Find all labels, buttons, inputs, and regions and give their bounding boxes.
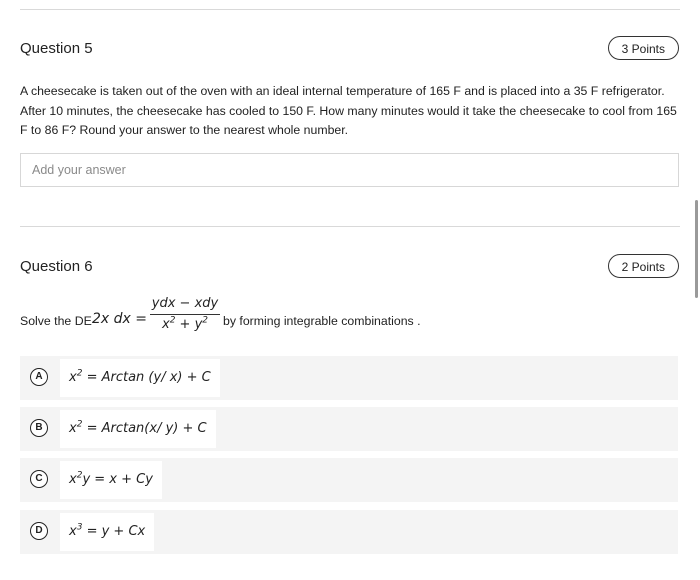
option-c-expression: $x^2y = x + Cy$ <box>60 461 162 499</box>
stem-fraction <box>150 296 220 333</box>
section-divider <box>20 226 680 227</box>
top-divider <box>20 9 680 10</box>
option-d-expression: $x^3 = y + Cx$ <box>60 513 154 551</box>
option-c[interactable] <box>20 458 678 502</box>
stem-lhs: 2x dx = <box>92 311 147 327</box>
stem-suffix: by forming integrable combinations . <box>223 314 421 328</box>
option-b[interactable] <box>20 407 678 451</box>
scrollbar-thumb[interactable] <box>695 200 698 298</box>
question-6-stem <box>20 296 680 346</box>
fraction-bar <box>150 314 220 315</box>
stem-prefix: Solve the DE <box>20 314 92 328</box>
question-5-text: A cheesecake is taken out of the oven with an ideal internal temperature of 165 F and is placed into a 35 F refrigerator. After 10 minutes, the cheesecake has cooled to 150 F. How many minutes would it take the cheesecake to cool from 165 F to 86 F? Round your answer to the nearest whole number. <box>20 84 677 137</box>
option-c-letter: C <box>30 470 48 488</box>
stem-denominator: $x^2 + y^2$ <box>161 315 209 332</box>
option-a-expression: $x^2 = Arctan$ (y/ x) + C <box>60 359 220 397</box>
stem-numerator: ydx − xdy <box>151 296 219 311</box>
option-d-expr-text: = y + Cx <box>86 524 146 539</box>
question-5-title: Question 5 <box>20 40 93 57</box>
option-d[interactable] <box>20 510 678 554</box>
answer-input[interactable] <box>21 154 678 186</box>
option-b-expr-text: Arctan(x/ y) + C <box>101 421 207 436</box>
answer-field-container <box>20 153 679 187</box>
option-b-letter: B <box>30 419 48 437</box>
option-c-expr-text: y = x + Cy <box>82 472 153 487</box>
option-b-expression: $x^2 = Arctan(x/$ y) + C <box>60 410 216 448</box>
option-a[interactable] <box>20 356 678 400</box>
question-6-title: Question 6 <box>20 258 93 275</box>
option-a-letter: A <box>30 368 48 386</box>
option-d-letter: D <box>30 522 48 540</box>
question-6-points-badge: 2 Points <box>608 254 679 278</box>
question-5-points-badge: 3 Points <box>608 36 679 60</box>
option-a-expr-text: Arctan (y/ x) + C <box>101 370 211 385</box>
